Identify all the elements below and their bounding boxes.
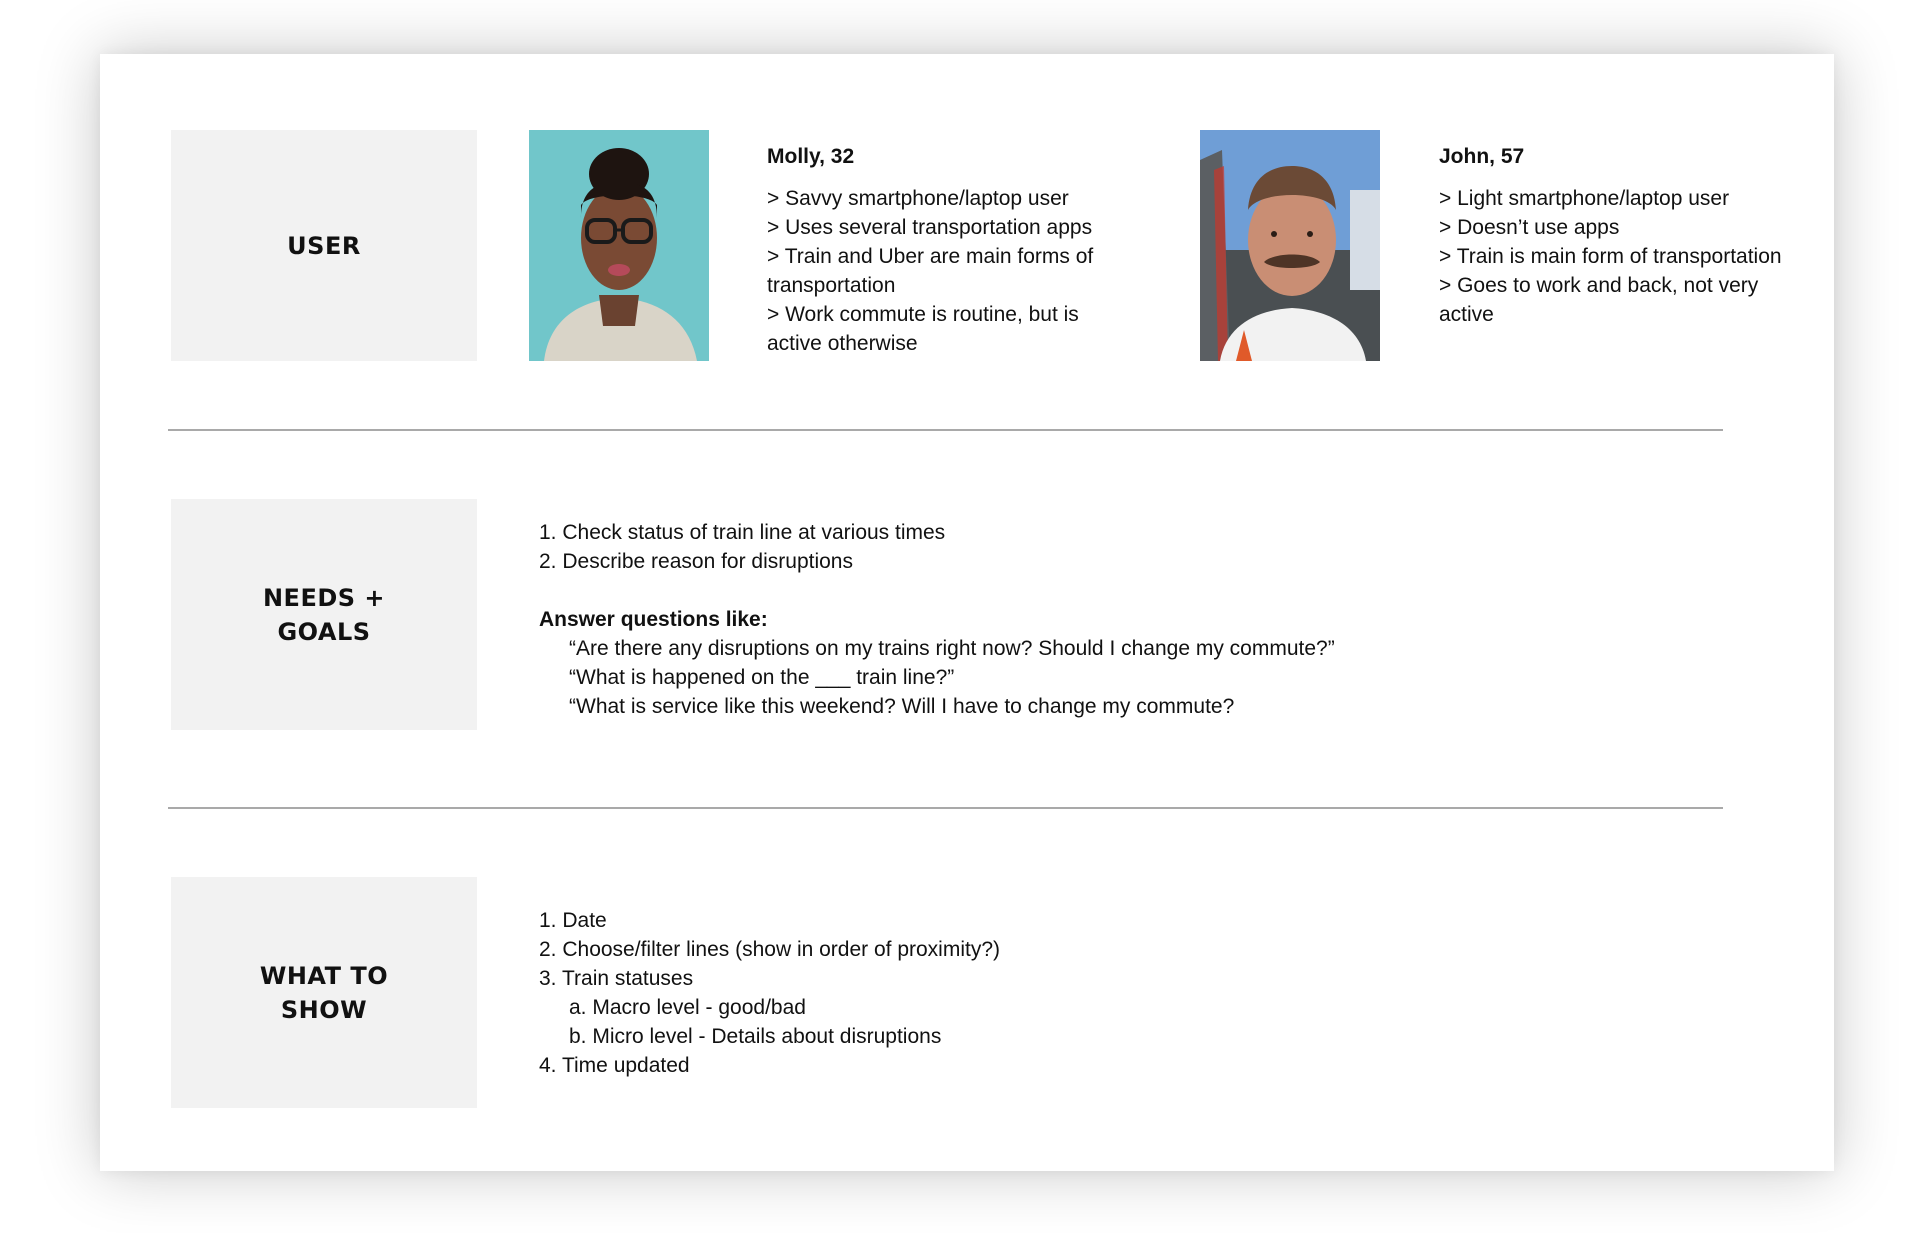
- question-item: “What is service like this weekend? Will I have to change my commute?: [569, 695, 1235, 718]
- trait-item: > Light smartphone/laptop user: [1439, 187, 1730, 210]
- trait-item: > Uses several transportation apps: [767, 216, 1093, 239]
- show-item: 3. Train statuses: [539, 967, 694, 990]
- show-subitem: a. Macro level - good/bad: [569, 996, 806, 1019]
- question-item: “What is happened on the ___ train line?”: [569, 666, 955, 689]
- trait-item: > Savvy smartphone/laptop user: [767, 187, 1069, 210]
- john-name: John, 57: [1439, 145, 1525, 168]
- molly-name: Molly, 32: [767, 145, 855, 168]
- question-item: “Are there any disruptions on my trains right now? Should I change my commute?”: [569, 637, 1335, 660]
- trait-item: > Train is main form of transportation: [1439, 245, 1782, 268]
- trait-item: > Train and Uber are main forms of transportation: [767, 245, 1094, 297]
- need-item: 1. Check status of train line at various times: [539, 521, 946, 544]
- trait-item: > Work commute is routine, but is active otherwise: [767, 303, 1079, 355]
- questions-heading: Answer questions like:: [539, 608, 768, 631]
- section-divider: [168, 807, 1723, 809]
- what-to-show-label: WHAT TO SHOW: [259, 961, 389, 1024]
- persona-card: [100, 54, 1834, 1171]
- section-divider: [168, 429, 1723, 431]
- john-traits: [1439, 184, 1799, 329]
- show-item: 2. Choose/filter lines (show in order of proximity?): [539, 938, 1001, 961]
- what-to-show-list: [539, 906, 1000, 1080]
- what-to-show-label-box: [171, 877, 477, 1108]
- user-label: USER: [287, 231, 361, 260]
- molly-photo: [529, 130, 709, 361]
- john-photo: [1200, 130, 1380, 361]
- show-item: 1. Date: [539, 909, 607, 932]
- user-label-box: [171, 130, 477, 361]
- needs-goals-label: NEEDS + GOALS: [262, 583, 386, 646]
- show-item: 4. Time updated: [539, 1054, 690, 1077]
- trait-item: > Goes to work and back, not very active: [1439, 274, 1759, 326]
- molly-traits: [767, 184, 1127, 358]
- trait-item: > Doesn’t use apps: [1439, 216, 1620, 239]
- needs-goals-text: [539, 518, 1335, 721]
- show-subitem: b. Micro level - Details about disruptions: [569, 1025, 942, 1048]
- needs-goals-label-box: [171, 499, 477, 730]
- need-item: 2. Describe reason for disruptions: [539, 550, 853, 573]
